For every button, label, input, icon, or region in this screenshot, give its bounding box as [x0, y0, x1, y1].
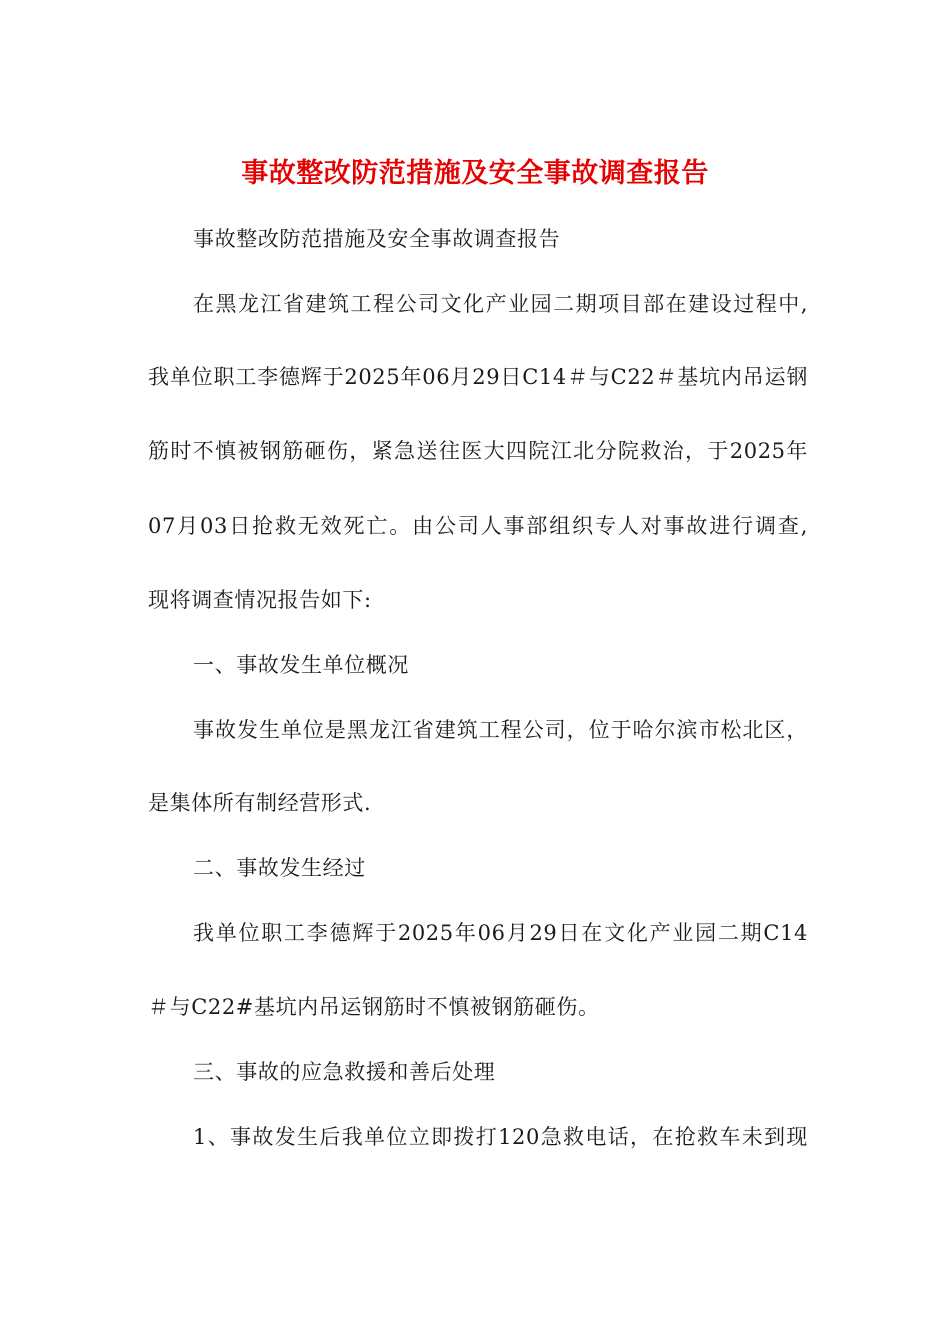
section-heading: 一、事故发生单位概况 — [193, 653, 409, 677]
subtitle-paragraph: 事故整改防范措施及安全事故调查报告 — [193, 227, 561, 251]
paragraph-line: 筋时不慎被钢筋砸伤，紧急送往医大四院江北分院救治，于2025年 — [148, 439, 808, 463]
section-heading: 二、事故发生经过 — [193, 856, 366, 880]
paragraph-line: 我单位职工李德辉于2025年06月29日C14＃与C22＃基坑内吊运钢 — [148, 365, 808, 389]
paragraph-line: 事故发生单位是黑龙江省建筑工程公司，位于哈尔滨市松北区， — [193, 718, 808, 742]
section-heading: 三、事故的应急救援和善后处理 — [193, 1060, 496, 1084]
paragraph-line: 07月03日抢救无效死亡。由公司人事部组织专人对事故进行调查, — [148, 514, 808, 538]
paragraph-line: 在黑龙江省建筑工程公司文化产业园二期项目部在建设过程中, — [193, 292, 808, 316]
paragraph-line: ＃与C22#基坑内吊运钢筋时不慎被钢筋砸伤。 — [148, 995, 600, 1019]
paragraph-line: 1、事故发生后我单位立即拨打120急救电话，在抢救车未到现 — [193, 1125, 808, 1149]
paragraph-line: 现将调查情况报告如下: — [148, 588, 372, 612]
paragraph-line: 是集体所有制经营形式. — [148, 791, 372, 815]
document-title: 事故整改防范措施及安全事故调查报告 — [241, 158, 709, 189]
paragraph-line: 我单位职工李德辉于2025年06月29日在文化产业园二期C14 — [193, 921, 808, 945]
